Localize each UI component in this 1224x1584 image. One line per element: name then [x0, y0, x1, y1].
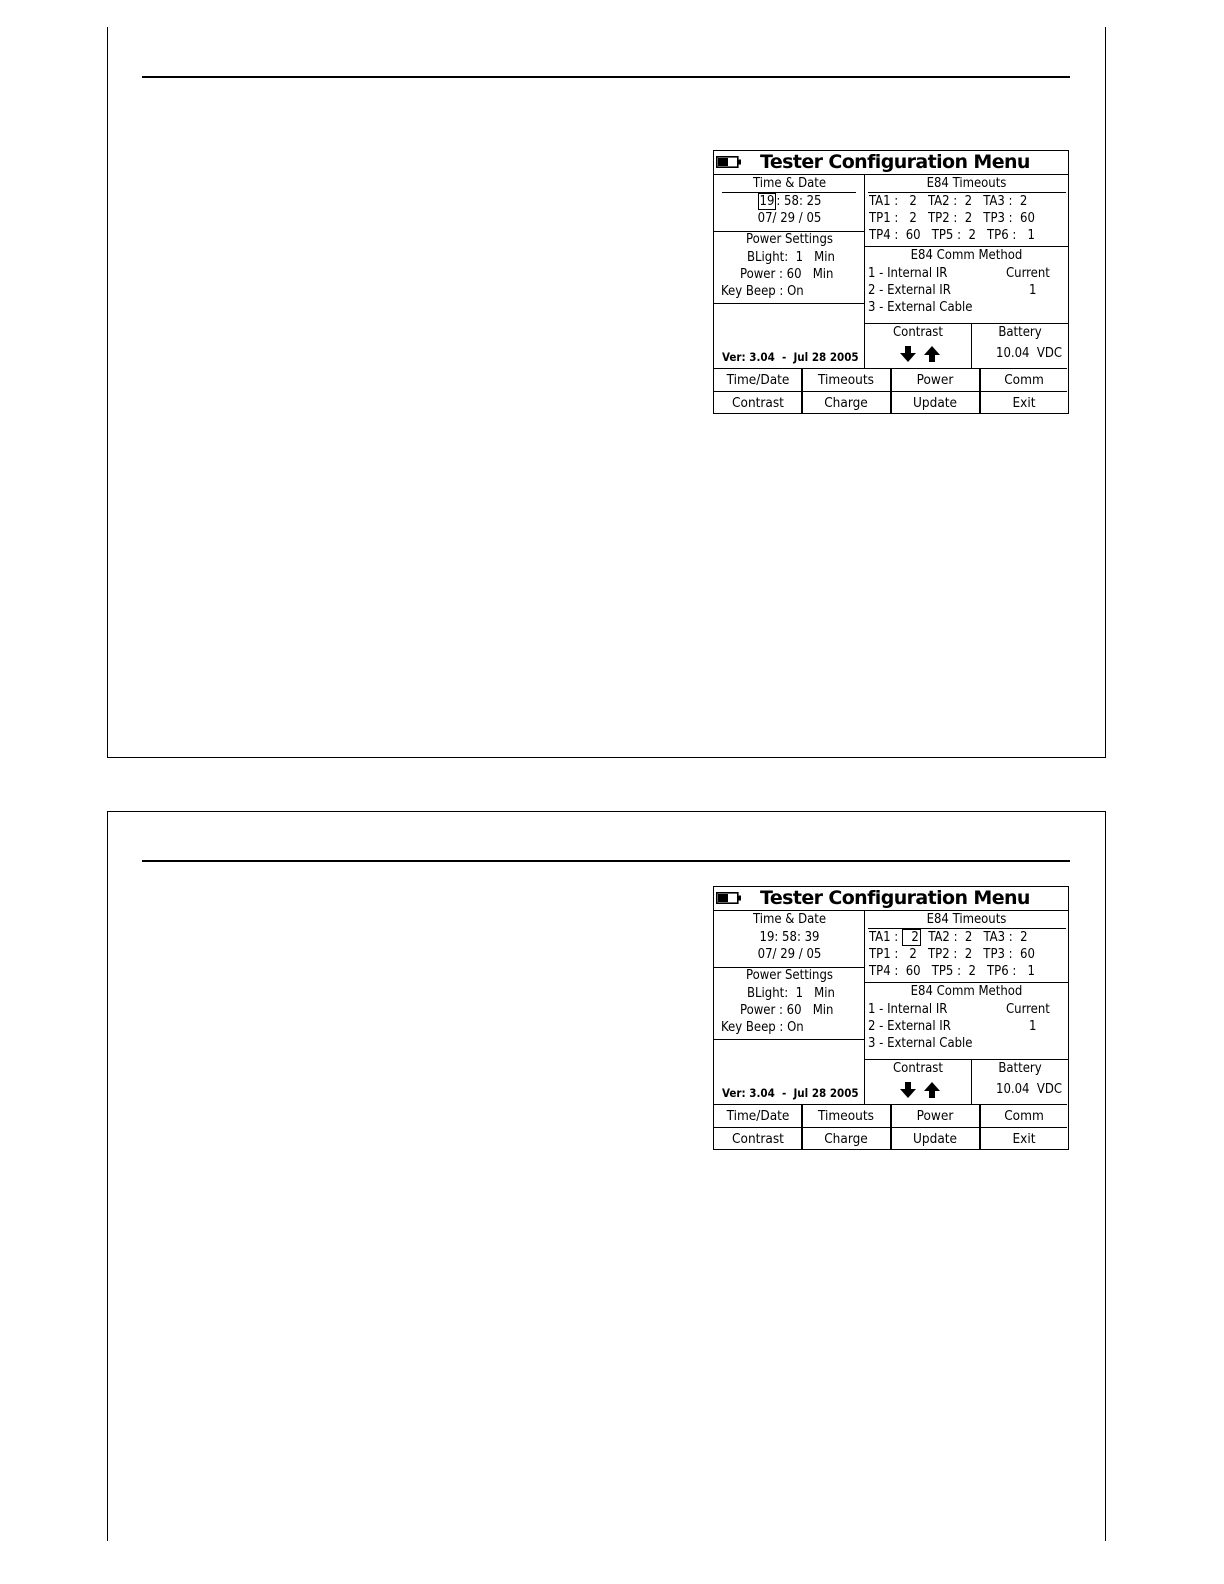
backlight-setting: BLight: 1 Min: [747, 986, 835, 1001]
charge-button[interactable]: Charge: [824, 1131, 868, 1147]
comm-button[interactable]: Comm: [1004, 1108, 1044, 1124]
hours-field[interactable]: 19: [759, 930, 775, 945]
power-setting: Power : 60 Min: [740, 267, 834, 282]
comm-button[interactable]: Comm: [1004, 372, 1044, 388]
arrow-up-icon: [924, 346, 940, 362]
comm-method-heading: E84 Comm Method: [910, 984, 1023, 999]
screen-title: Tester Configuration Menu: [760, 151, 1030, 173]
exit-button[interactable]: Exit: [1012, 395, 1036, 411]
battery-icon: [716, 892, 742, 904]
comm-current-label: Current: [1006, 266, 1050, 281]
time-date-heading: Time & Date: [752, 912, 827, 927]
tester-config-screen-2: [713, 886, 1069, 1150]
time-rest: : 58: 25: [776, 194, 822, 209]
page-frame-right-top: [1105, 27, 1106, 758]
ta1-value[interactable]: 2: [902, 929, 921, 946]
battery-voltage: 10.04 VDC: [996, 346, 1063, 361]
key-beep-setting: Key Beep : On: [721, 284, 804, 299]
timeouts-row-3: TP4 : 60 TP5 : 2 TP6 : 1: [869, 228, 1035, 243]
contrast-button[interactable]: Contrast: [732, 1131, 784, 1147]
contrast-arrows: [899, 1081, 941, 1099]
time-date-heading: Time & Date: [752, 176, 827, 191]
contrast-arrows: [899, 345, 941, 363]
update-button[interactable]: Update: [913, 1131, 957, 1147]
contrast-heading: Contrast: [893, 325, 943, 340]
contrast-heading: Contrast: [893, 1061, 943, 1076]
page-frame-top-bottom: [107, 811, 1106, 812]
version-section: [714, 304, 865, 368]
time-date-button[interactable]: Time/Date: [726, 372, 790, 388]
charge-button[interactable]: Charge: [824, 395, 868, 411]
battery-heading: Battery: [998, 1061, 1042, 1076]
comm-option-2: 2 - External IR: [868, 1019, 951, 1034]
comm-option-1: 1 - Internal IR: [868, 266, 948, 281]
contrast-section[interactable]: [865, 1060, 972, 1104]
e84-comm-method-section[interactable]: [865, 247, 1068, 324]
power-button[interactable]: Power: [916, 1108, 954, 1124]
power-button[interactable]: Power: [916, 372, 954, 388]
update-button[interactable]: Update: [913, 395, 957, 411]
power-settings-section[interactable]: [714, 232, 865, 304]
time-date-section[interactable]: [714, 911, 865, 968]
power-setting: Power : 60 Min: [740, 1003, 834, 1018]
timeouts-button[interactable]: Timeouts: [818, 372, 874, 388]
timeouts-heading: E84 Timeouts: [926, 176, 1007, 191]
title-bar: [714, 151, 1068, 175]
left-column: [714, 911, 865, 1104]
e84-comm-method-section[interactable]: [865, 983, 1068, 1060]
softkey-bar: [714, 1104, 1067, 1148]
page-frame-left-bottom: [107, 811, 108, 1541]
battery-icon: [716, 156, 742, 168]
exit-button[interactable]: Exit: [1012, 1131, 1036, 1147]
tester-config-screen-1: [713, 150, 1069, 414]
date-value: 07/ 29 / 05: [757, 211, 822, 226]
e84-timeouts-section[interactable]: [865, 911, 1068, 983]
arrow-down-icon: [900, 346, 916, 362]
date-value: 07/ 29 / 05: [757, 947, 822, 962]
timeouts-button[interactable]: Timeouts: [818, 1108, 874, 1124]
power-settings-section[interactable]: [714, 968, 865, 1040]
arrow-up-icon: [924, 1082, 940, 1098]
timeouts-row-1: TA1 : 2 TA2 : 2 TA3 : 2: [869, 194, 1028, 209]
page-frame-left-top: [107, 27, 108, 758]
comm-current-value: 1: [1029, 1019, 1037, 1034]
header-rule-bottom: [142, 860, 1070, 862]
hours-field[interactable]: 19: [759, 194, 775, 209]
comm-option-2: 2 - External IR: [868, 283, 951, 298]
softkey-bar: [714, 368, 1067, 412]
header-rule-top: [142, 76, 1070, 78]
version-section: [714, 1040, 865, 1104]
time-date-button[interactable]: Time/Date: [726, 1108, 790, 1124]
comm-current-label: Current: [1006, 1002, 1050, 1017]
ta1-label: TA1 :: [869, 194, 899, 209]
battery-heading: Battery: [998, 325, 1042, 340]
power-settings-heading: Power Settings: [745, 232, 833, 247]
power-settings-heading: Power Settings: [745, 968, 833, 983]
right-column: [865, 175, 1068, 368]
contrast-section[interactable]: [865, 324, 972, 368]
contrast-button[interactable]: Contrast: [732, 395, 784, 411]
comm-option-1: 1 - Internal IR: [868, 1002, 948, 1017]
time-value: [714, 930, 865, 947]
page-frame-bottom-top: [107, 757, 1106, 758]
page-frame-right-bottom: [1105, 811, 1106, 1541]
ta1-value[interactable]: 2: [909, 194, 917, 209]
time-date-section[interactable]: [714, 175, 865, 232]
ta1-label: TA1 :: [869, 930, 899, 945]
e84-timeouts-section[interactable]: [865, 175, 1068, 247]
arrow-down-icon: [900, 1082, 916, 1098]
comm-current-value: 1: [1029, 283, 1037, 298]
timeouts-row-3: TP4 : 60 TP5 : 2 TP6 : 1: [869, 964, 1035, 979]
timeouts-row-2: TP1 : 2 TP2 : 2 TP3 : 60: [869, 211, 1035, 226]
key-beep-setting: Key Beep : On: [721, 1020, 804, 1035]
timeouts-row-2: TP1 : 2 TP2 : 2 TP3 : 60: [869, 947, 1035, 962]
right-column: [865, 911, 1068, 1104]
screen-title: Tester Configuration Menu: [760, 887, 1030, 909]
time-value: [714, 194, 865, 211]
left-column: [714, 175, 865, 368]
backlight-setting: BLight: 1 Min: [747, 250, 835, 265]
battery-section: [972, 1060, 1068, 1104]
timeouts-heading: E84 Timeouts: [926, 912, 1007, 927]
timeouts-row-1: TA1 : 2 TA2 : 2 TA3 : 2: [869, 930, 1028, 945]
comm-option-3: 3 - External Cable: [868, 1036, 973, 1051]
time-rest: : 58: 39: [774, 930, 820, 945]
version-text: Ver: 3.04 - Jul 28 2005: [722, 350, 859, 364]
comm-method-heading: E84 Comm Method: [910, 248, 1023, 263]
version-text: Ver: 3.04 - Jul 28 2005: [722, 1086, 859, 1100]
comm-option-3: 3 - External Cable: [868, 300, 973, 315]
battery-section: [972, 324, 1068, 368]
title-bar: [714, 887, 1068, 911]
battery-voltage: 10.04 VDC: [996, 1082, 1063, 1097]
